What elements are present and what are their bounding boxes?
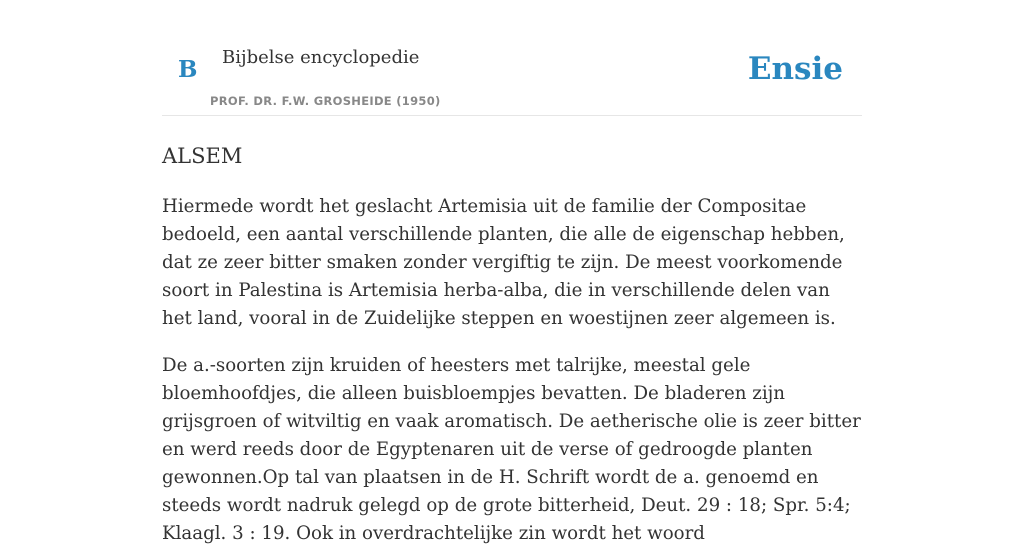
entry-paragraph-2: De a.-soorten zijn kruiden of heesters met talrijke, meestal gele bloemhoofdjes, die alleen buisbloempjes bevatten. De bladeren zijn grijsgroen of witviltig en vaak aromatisch. De aetherische olie is zeer bitter en werd reeds door de Egyptenaren uit de verse of gedroogde planten gewonnen.Op tal van plaatsen in de H. Schrift wordt de a. genoemd en steeds wordt nadruk gelegd op de grote bitterheid, Deut. 29 : 18; Spr. 5:4; Klaagl. 3 : 19. Ook in overdrachtelijke zin wordt het woord (162, 355, 861, 544)
book-title[interactable]: Bijbelse encyclopedie (222, 47, 420, 68)
entry-paragraph-1: Hiermede wordt het geslacht Artemisia uit de familie der Compositae bedoeld, een aantal verschillende planten, die alle de eigenschap hebben, dat ze zeer bitter smaken zonder vergiftig te zijn. De meest voorkomende soort in Palestina is Artemisia herba-alba, die in verschillende delen van het land, vooral in de Zuidelijke steppen en woestijnen zeer algemeen is. (162, 196, 845, 329)
ensie-logo[interactable]: Ensie (747, 51, 843, 87)
book-author: PROF. DR. F.W. GROSHEIDE (1950) (210, 94, 441, 108)
page-header (162, 0, 862, 116)
entry-title: ALSEM (162, 144, 243, 168)
page-container (162, 0, 862, 544)
book-logo[interactable]: B (178, 56, 198, 83)
